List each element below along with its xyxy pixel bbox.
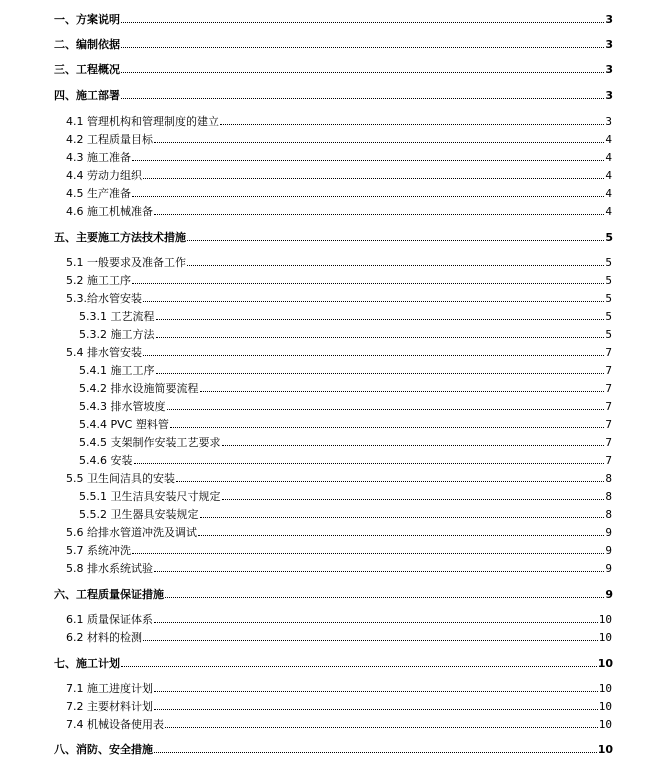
toc-leader-dots [200, 517, 605, 518]
toc-entry[interactable] [79, 329, 612, 340]
toc-entry-title: 4.6 施工机械准备 [66, 205, 153, 218]
toc-leader-dots [143, 301, 604, 302]
toc-leader-dots [154, 691, 598, 692]
toc-entry-title: 一、方案说明 [54, 13, 120, 26]
toc-entry-title: 5.2 施工工序 [66, 274, 131, 287]
toc-entry-title: 7.2 主要材料计划 [66, 700, 153, 713]
toc-leader-dots [121, 22, 604, 23]
toc-entry-title: 5.4.6 安装 [79, 454, 133, 467]
toc-entry[interactable] [79, 509, 612, 520]
toc-entry-title: 4.2 工程质量目标 [66, 133, 153, 146]
toc-entry-title: 四、施工部署 [54, 89, 120, 102]
toc-entry[interactable] [79, 437, 612, 448]
toc-entry-page: 5 [605, 256, 612, 269]
toc-entry-page: 7 [605, 418, 612, 431]
toc-leader-dots [121, 72, 604, 73]
toc-entry-title: 5.4.1 施工工序 [79, 364, 155, 377]
toc-entry-title: 5.5.1 卫生洁具安装尺寸规定 [79, 490, 221, 503]
toc-entry-page: 4 [605, 187, 612, 200]
toc-entry-page: 8 [605, 472, 612, 485]
toc-leader-dots [222, 445, 605, 446]
toc-entry[interactable] [79, 455, 612, 466]
toc-entry[interactable] [54, 589, 613, 600]
toc-entry-page: 8 [605, 508, 612, 521]
toc-entry-page: 4 [605, 205, 612, 218]
toc-entry-title: 八、消防、安全措施 [54, 743, 153, 756]
toc-leader-dots [154, 142, 604, 143]
toc-entry-page: 9 [605, 544, 612, 557]
toc-entry-page: 10 [597, 657, 613, 670]
toc-entry-title: 5.8 排水系统试验 [66, 562, 153, 575]
toc-leader-dots [154, 709, 598, 710]
toc-leader-dots [121, 47, 604, 48]
toc-entry-title: 6.1 质量保证体系 [66, 613, 153, 626]
toc-entry[interactable] [54, 39, 613, 50]
toc-entry-page: 3 [605, 115, 612, 128]
toc-entry-title: 5.4.3 排水管坡度 [79, 400, 166, 413]
toc-entry[interactable] [66, 614, 612, 625]
toc-leader-dots [165, 727, 598, 728]
toc-leader-dots [134, 463, 605, 464]
toc-entry-title: 4.5 生产准备 [66, 187, 131, 200]
toc-entry-page: 10 [598, 700, 612, 713]
toc-entry-title: 5.4.4 PVC 塑料管 [79, 418, 169, 431]
toc-entry-title: 五、主要施工方法技术措施 [54, 231, 186, 244]
toc-entry-title: 7.4 机械设备使用表 [66, 718, 164, 731]
toc-entry[interactable] [54, 744, 613, 755]
toc-entry[interactable] [54, 232, 613, 243]
toc-leader-dots [167, 409, 605, 410]
toc-entry[interactable] [66, 188, 612, 199]
toc-entry[interactable] [66, 719, 612, 730]
toc-entry-title: 5.1 一般要求及准备工作 [66, 256, 186, 269]
toc-entry-page: 4 [605, 133, 612, 146]
toc-entry-page: 10 [598, 682, 612, 695]
toc-entry[interactable] [79, 365, 612, 376]
toc-entry-page: 7 [605, 400, 612, 413]
toc-entry-title: 4.4 劳动力组织 [66, 169, 142, 182]
toc-entry-title: 5.7 系统冲洗 [66, 544, 131, 557]
toc-leader-dots [222, 499, 605, 500]
toc-entry[interactable] [79, 311, 612, 322]
toc-leader-dots [132, 196, 604, 197]
toc-entry[interactable] [66, 473, 612, 484]
toc-entry[interactable] [66, 701, 612, 712]
toc-leader-dots [165, 597, 604, 598]
toc-entry[interactable] [66, 134, 612, 145]
toc-entry[interactable] [54, 658, 613, 669]
toc-leader-dots [143, 178, 604, 179]
toc-entry-title: 4.3 施工准备 [66, 151, 131, 164]
toc-leader-dots [176, 481, 604, 482]
toc-entry[interactable] [54, 14, 613, 25]
toc-leader-dots [156, 337, 605, 338]
toc-entry-title: 六、工程质量保证措施 [54, 588, 164, 601]
toc-entry[interactable] [66, 152, 612, 163]
toc-entry[interactable] [66, 116, 612, 127]
toc-entry-page: 5 [605, 231, 613, 244]
toc-entry[interactable] [79, 491, 612, 502]
toc-leader-dots [187, 240, 604, 241]
toc-leader-dots [187, 265, 604, 266]
toc-entry[interactable] [66, 545, 612, 556]
toc-leader-dots [154, 752, 597, 753]
toc-entry-title: 二、编制依据 [54, 38, 120, 51]
toc-entry[interactable] [79, 419, 612, 430]
toc-leader-dots [156, 373, 605, 374]
toc-leader-dots [220, 124, 604, 125]
toc-entry-title: 三、工程概况 [54, 63, 120, 76]
toc-entry[interactable] [54, 64, 613, 75]
toc-entry-page: 3 [605, 63, 613, 76]
toc-entry-page: 8 [605, 490, 612, 503]
toc-entry-page: 3 [605, 38, 613, 51]
toc-entry-title: 5.5 卫生间洁具的安装 [66, 472, 175, 485]
toc-entry[interactable] [66, 527, 612, 538]
toc-leader-dots [198, 535, 604, 536]
toc-entry-title: 6.2 材料的检测 [66, 631, 142, 644]
toc-entry-title: 5.3.2 施工方法 [79, 328, 155, 341]
toc-entry-page: 9 [605, 562, 612, 575]
toc-entry-page: 5 [605, 274, 612, 287]
toc-leader-dots [154, 214, 604, 215]
toc-entry[interactable] [66, 683, 612, 694]
toc-entry[interactable] [79, 383, 612, 394]
toc-entry-page: 10 [598, 718, 612, 731]
toc-leader-dots [156, 319, 605, 320]
toc-entry-page: 3 [605, 89, 613, 102]
toc-entry[interactable] [66, 170, 612, 181]
toc-entry-page: 7 [605, 454, 612, 467]
toc-entry-page: 9 [605, 588, 613, 601]
toc-entry-title: 5.3.1 工艺流程 [79, 310, 155, 323]
toc-entry-page: 7 [605, 382, 612, 395]
toc-entry-page: 10 [598, 631, 612, 644]
toc-entry-page: 3 [605, 13, 613, 26]
toc-entry-page: 4 [605, 169, 612, 182]
toc-entry-page: 7 [605, 364, 612, 377]
toc-entry-title: 5.6 给排水管道冲洗及调试 [66, 526, 197, 539]
toc-entry-title: 5.3.给水管安装 [66, 292, 142, 305]
toc-leader-dots [154, 622, 598, 623]
toc-leader-dots [170, 427, 605, 428]
toc-entry-title: 5.5.2 卫生器具安装规定 [79, 508, 199, 521]
toc-entry-title: 5.4.5 支架制作安装工艺要求 [79, 436, 221, 449]
toc-entry-page: 9 [605, 526, 612, 539]
toc-entry-page: 5 [605, 328, 612, 341]
toc-entry-page: 5 [605, 292, 612, 305]
toc-entry-page: 7 [605, 346, 612, 359]
toc-entry[interactable] [66, 347, 612, 358]
toc-entry-title: 4.1 管理机构和管理制度的建立 [66, 115, 219, 128]
toc-leader-dots [132, 553, 604, 554]
toc-entry-title: 5.4 排水管安装 [66, 346, 142, 359]
toc-entry-title: 七、施工计划 [54, 657, 120, 670]
toc-entry-page: 10 [597, 743, 613, 756]
toc-entry[interactable] [66, 632, 612, 643]
toc-leader-dots [132, 283, 604, 284]
toc-entry[interactable] [66, 293, 612, 304]
toc-entry-title: 5.4.2 排水设施简要流程 [79, 382, 199, 395]
toc-leader-dots [143, 640, 598, 641]
toc-entry-page: 5 [605, 310, 612, 323]
toc-entry[interactable] [66, 206, 612, 217]
toc-entry[interactable] [54, 90, 613, 101]
toc-leader-dots [121, 98, 604, 99]
toc-entry[interactable] [79, 401, 612, 412]
toc-entry[interactable] [66, 257, 612, 268]
toc-leader-dots [132, 160, 604, 161]
toc-entry-title: 7.1 施工进度计划 [66, 682, 153, 695]
toc-entry[interactable] [66, 563, 612, 574]
toc-leader-dots [154, 571, 604, 572]
toc-entry[interactable] [66, 275, 612, 286]
toc-leader-dots [121, 666, 597, 667]
toc-entry-page: 10 [598, 613, 612, 626]
toc-leader-dots [143, 355, 604, 356]
toc-entry-page: 7 [605, 436, 612, 449]
toc-entry-page: 4 [605, 151, 612, 164]
toc-leader-dots [200, 391, 605, 392]
